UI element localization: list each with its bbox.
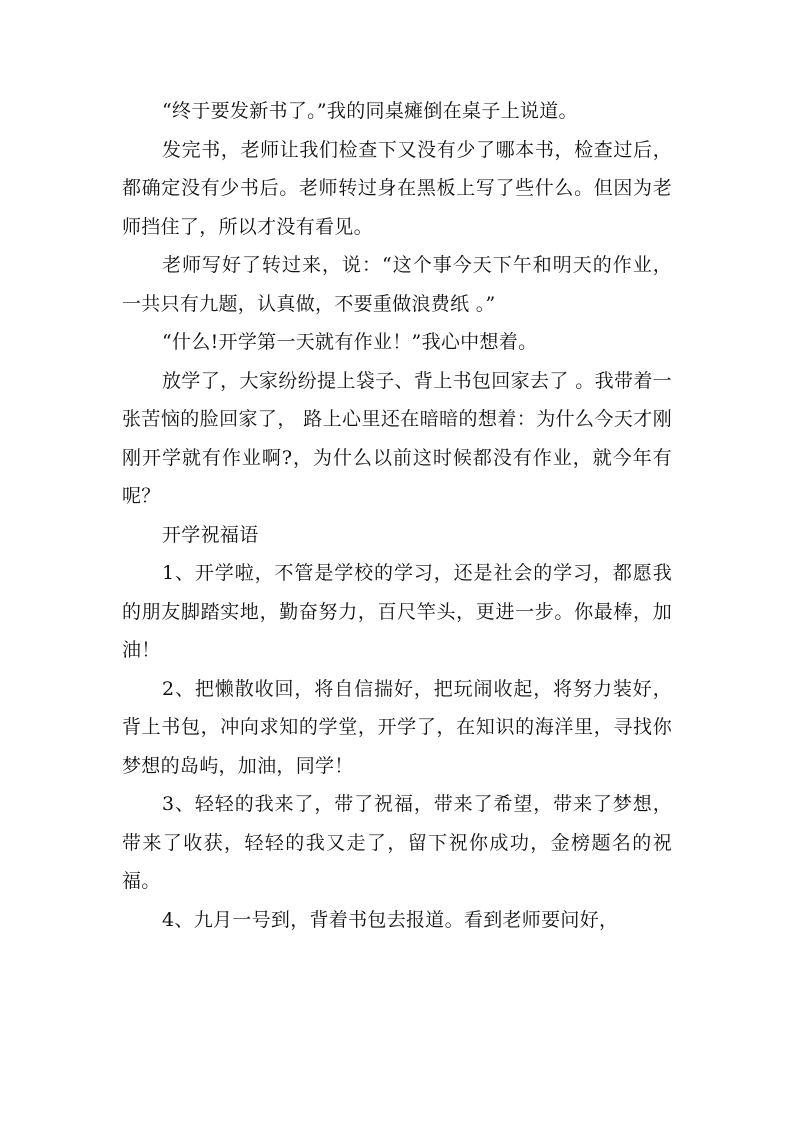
document-body [122,92,672,939]
blessing-2: 2、把懒散收回，将自信揣好，把玩闹收起，将努力装好，背上书包，冲向求知的学堂，开学了，在知识的海洋里，寻找你梦想的岛屿，加油，同学！ [122,677,672,777]
paragraph-1: “终于要发新书了。”我的同桌瘫倒在桌子上说道。 [162,100,578,122]
blessing-3: 3、轻轻的我来了，带了祝福，带来了希望，带来了梦想，带来了收获，轻轻的我又走了，留下祝你成功，金榜题名的祝福。 [122,793,672,892]
paragraph-5: 放学了，大家纷纷提上袋子、背上书包回家去了 。我带着一张苦恼的脸回家了， 路上心里还在暗暗的想着：为什么今天才刚刚开学就有作业啊?，为什么以前这时候都没有作业，就今年有呢？ [122,369,672,507]
blessing-1: 1、开学啦，不管是学校的学习，还是社会的学习，都愿我的朋友脚踏实地，勤奋努力，百尺竿头，更进一步。你最棒，加油！ [122,562,672,661]
paragraph-2: 发完书，老师让我们检查下又没有少了哪本书，检查过后，都确定没有少书后。老师转过身在黑板上写了些什么。但因为老师挡住了，所以才没有看见。 [122,138,672,238]
paragraph-4: “什么!开学第一天就有作业！”我心中想着。 [162,331,538,353]
paragraph-3: 老师写好了转过来，说：“这个事今天下午和明天的作业，一共只有九题，认真做，不要重做浪费纸 。” [122,254,672,315]
blessing-4: 4、九月一号到，背着书包去报道。看到老师要问好， [162,908,619,931]
section-heading: 开学祝福语 [162,523,259,546]
